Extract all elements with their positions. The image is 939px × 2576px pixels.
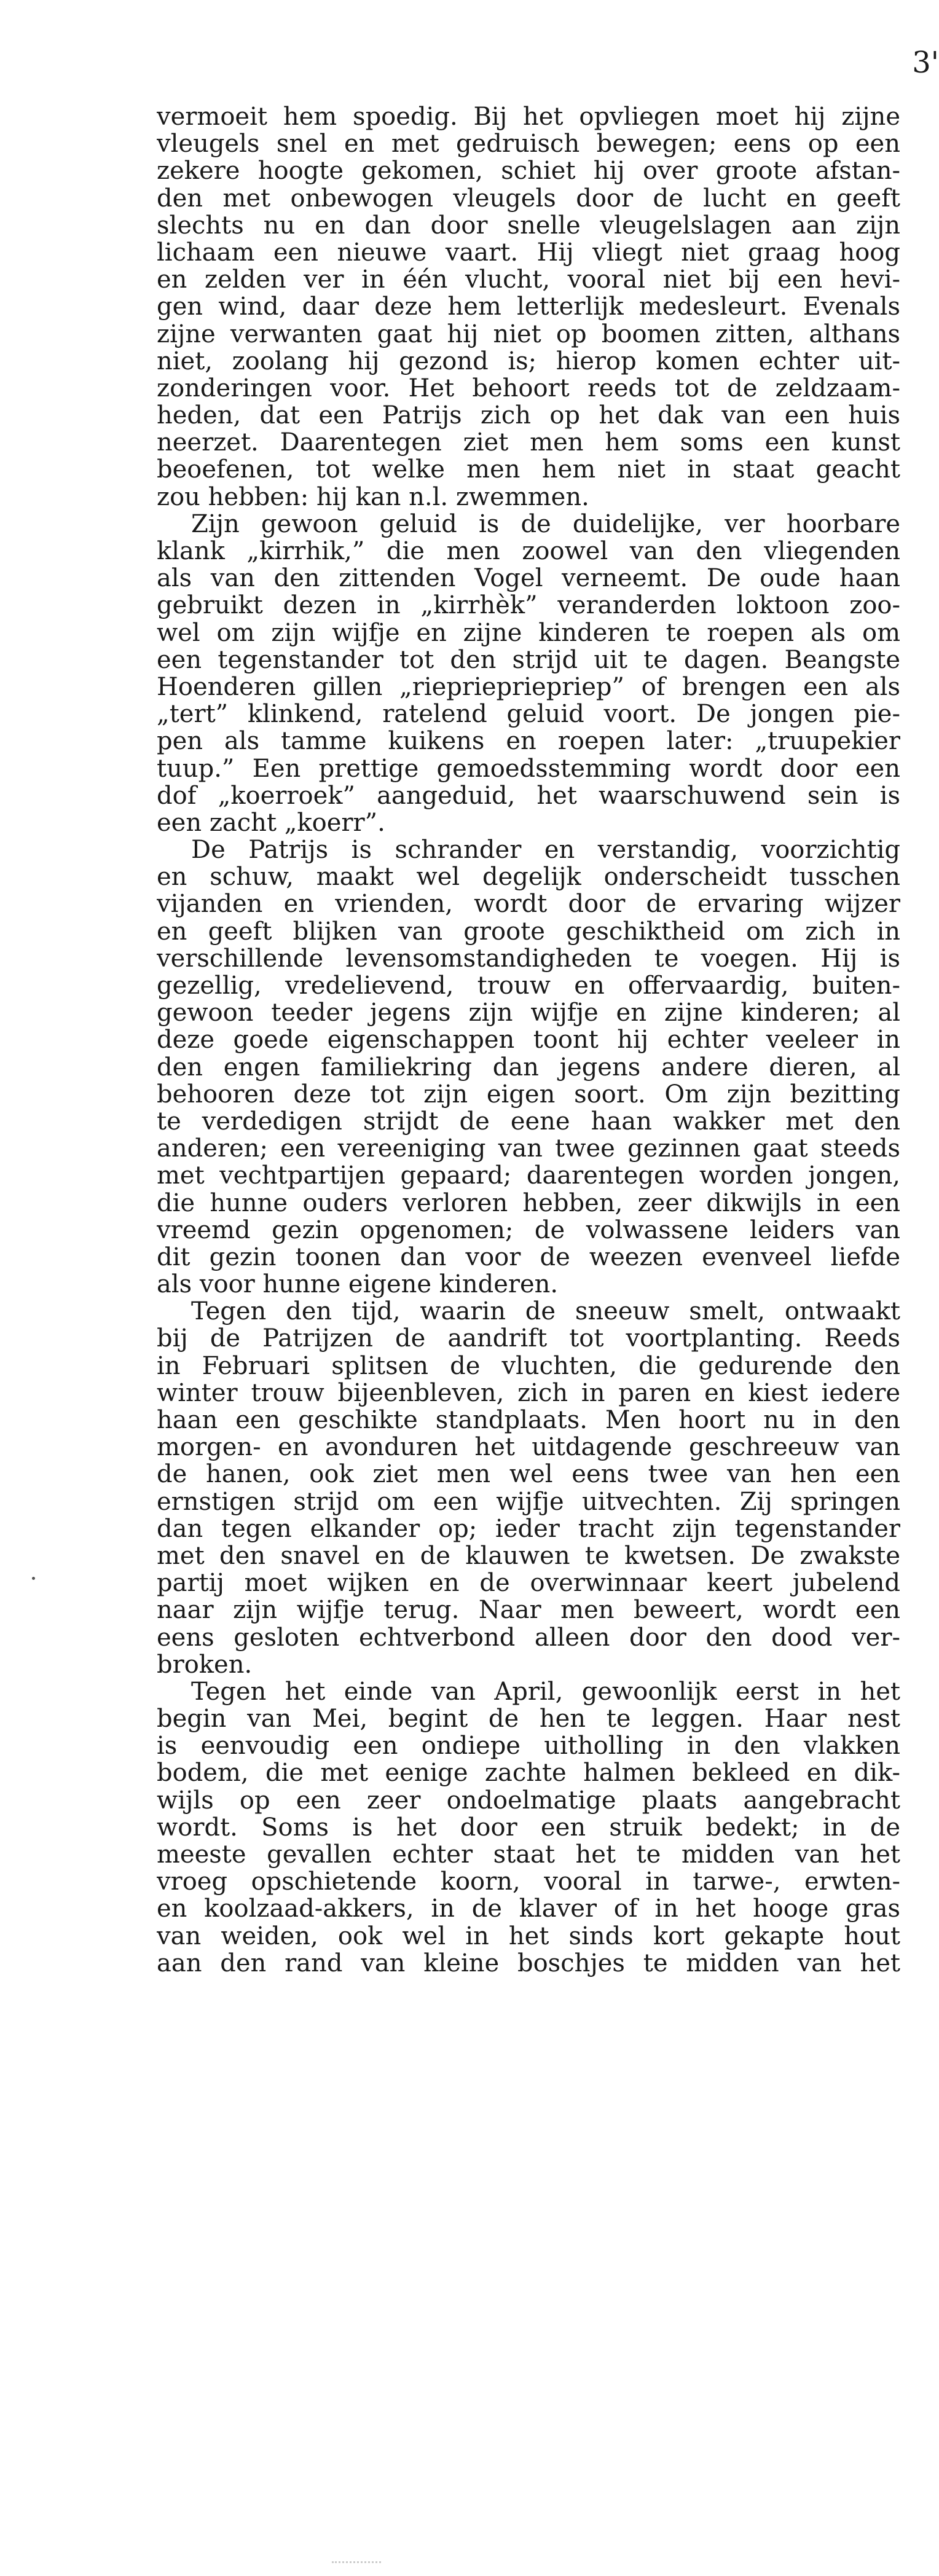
page-number: 3' — [912, 45, 939, 80]
text-line: anderen; een vereeniging van twee gezinnen gaat steeds — [157, 1135, 900, 1163]
text-line: pen als tamme kuikens en roepen later: „truupekier — [157, 728, 900, 755]
text-line: gewoon teeder jegens zijn wijfje en zijne kinderen; al — [157, 999, 900, 1027]
text-line: „tert” klinkend, ratelend geluid voort. De jongen pie- — [157, 701, 900, 728]
text-line: van weiden, ook wel in het sinds kort gekapte hout — [157, 1922, 900, 1950]
text-line: slechts nu en dan door snelle vleugelslagen aan zijn — [157, 211, 900, 239]
text-line: gebruikt dezen in „kirrhèk” veranderden loktoon zoo- — [157, 592, 900, 619]
text-line: zekere hoogte gekomen, schiet hij over groote afstan- — [157, 157, 900, 185]
text-line: behooren deze tot zijn eigen soort. Om zijn bezitting — [157, 1080, 900, 1108]
text-line: naar zijn wijfje terug. Naar men beweert, wordt een — [157, 1596, 900, 1624]
text-line: in Februari splitsen de vluchten, die gedurende den — [157, 1352, 900, 1380]
text-line: zonderingen voor. Het behoort reeds tot de zeldzaam- — [157, 374, 900, 402]
text-line: een zacht „koerr”. — [157, 809, 385, 837]
margin-mark — [32, 1577, 35, 1580]
text-line: bodem, die met eenige zachte halmen bekleed en dik- — [157, 1759, 900, 1787]
text-line: als van den zittenden Vogel verneemt. De oude haan — [157, 565, 900, 592]
text-line: partij moet wijken en de overwinnaar keert jubelend — [157, 1569, 900, 1597]
text-line: niet, zoolang hij gezond is; hierop komen echter uit- — [157, 347, 900, 375]
text-line: vermoeit hem spoedig. Bij het opvliegen moet hij zijne — [157, 103, 900, 131]
text-line: begin van Mei, begint de hen te leggen. Haar nest — [157, 1705, 900, 1733]
text-line: die hunne ouders verloren hebben, zeer dikwijls in een — [157, 1189, 900, 1217]
text-line: en koolzaad-akkers, in de klaver of in het hooge gras — [157, 1895, 900, 1923]
footer-dots — [332, 2561, 381, 2569]
text-line: vroeg opschietende koorn, vooral in tarwe-, erwten- — [157, 1868, 900, 1896]
text-line: gen wind, daar deze hem letterlijk medesleurt. Evenals — [157, 293, 900, 321]
text-line: morgen- en avonduren het uitdagende geschreeuw van — [157, 1434, 900, 1461]
text-line: aan den rand van kleine boschjes te midden van het — [157, 1949, 900, 1977]
text-line: de hanen, ook ziet men wel eens twee van hen een — [157, 1461, 900, 1488]
text-line: vleugels snel en met gedruisch bewegen; eens op een — [157, 130, 900, 158]
text-line: heden, dat een Patrijs zich op het dak van een huis — [157, 402, 900, 430]
text-line: gezellig, vredelievend, trouw en offervaardig, buiten- — [157, 972, 900, 1000]
text-line: winter trouw bijeenbleven, zich in paren en kiest iedere — [157, 1379, 900, 1407]
text-line: vijanden en vrienden, wordt door de ervaring wijzer — [157, 890, 900, 918]
text-line: wordt. Soms is het door een struik bedekt; in de — [157, 1813, 900, 1841]
text-line: te verdedigen strijdt de eene haan wakker met den — [157, 1107, 900, 1136]
text-line: haan een geschikte standplaats. Men hoort nu in den — [157, 1407, 900, 1434]
text-line: broken. — [157, 1651, 253, 1678]
text-line: zijne verwanten gaat hij niet op boomen zitten, althans — [157, 320, 900, 348]
text-line: met den snavel en de klauwen te kwetsen. De zwakste — [157, 1542, 900, 1570]
text-line: deze goede eigenschappen toont hij echter veeleer in — [157, 1026, 900, 1054]
text-line: verschillende levensomstandigheden te voegen. Hij is — [157, 944, 900, 972]
text-line: klank „kirrhik,” die men zoowel van den vliegenden — [157, 538, 900, 565]
text-line: vreemd gezin opgenomen; de volwassene leiders van — [157, 1216, 900, 1244]
text-line: neerzet. Daarentegen ziet men hem soms een kunst — [157, 429, 900, 457]
text-line: Tegen het einde van April, gewoonlijk eerst in het — [191, 1678, 900, 1706]
text-line: en zelden ver in één vlucht, vooral niet bij een hevi- — [157, 266, 900, 294]
text-line: den met onbewogen vleugels door de lucht en geeft — [157, 184, 900, 212]
text-line: dit gezin toonen dan voor de weezen evenveel liefde — [157, 1243, 900, 1271]
text-line: wel om zijn wijfje en zijne kinderen te roepen als om — [157, 619, 900, 646]
text-line: Hoenderen gillen „riepriepriepriep” of brengen een als — [157, 673, 900, 701]
body-text — [157, 103, 900, 1977]
text-line: dof „koerroek” aangeduid, het waarschuwend sein is — [157, 782, 900, 809]
text-line: den engen familiekring dan jegens andere dieren, al — [157, 1053, 900, 1081]
text-line: meeste gevallen echter staat het te midden van het — [157, 1841, 900, 1869]
text-line: is eenvoudig een ondiepe uitholling in den vlakken — [157, 1732, 900, 1760]
text-line: een tegenstander tot den strijd uit te dagen. Beangste — [157, 646, 900, 673]
text-line: zou hebben: hij kan n.l. zwemmen. — [157, 483, 589, 511]
text-line: De Patrijs is schrander en verstandig, voorzichtig — [191, 836, 900, 864]
text-line: bij de Patrijzen de aandrift tot voortplanting. Reeds — [157, 1325, 900, 1353]
text-line: en geeft blijken van groote geschiktheid om zich in — [157, 917, 900, 945]
text-line: ernstigen strijd om een wijfje uitvechten. Zij springen — [157, 1488, 900, 1515]
text-line: dan tegen elkander op; ieder tracht zijn tegenstander — [157, 1515, 900, 1542]
text-line: beoefenen, tot welke men hem niet in staat geacht — [157, 456, 900, 484]
text-line: wijls op een zeer ondoelmatige plaats aangebracht — [157, 1786, 900, 1814]
text-line: met vechtpartijen gepaard; daarentegen worden jongen, — [157, 1162, 900, 1190]
text-line: eens gesloten echtverbond alleen door den dood ver- — [157, 1624, 900, 1651]
text-line: Tegen den tijd, waarin de sneeuw smelt, ontwaakt — [191, 1298, 900, 1325]
text-line: Zijn gewoon geluid is de duidelijke, ver hoorbare — [191, 510, 900, 538]
text-line: tuup.” Een prettige gemoedsstemming wordt door een — [157, 755, 900, 782]
text-line: als voor hunne eigene kinderen. — [157, 1271, 559, 1298]
text-line: en schuw, maakt wel degelijk onderscheidt tusschen — [157, 863, 900, 891]
text-line: lichaam een nieuwe vaart. Hij vliegt niet graag hoog — [157, 238, 900, 267]
